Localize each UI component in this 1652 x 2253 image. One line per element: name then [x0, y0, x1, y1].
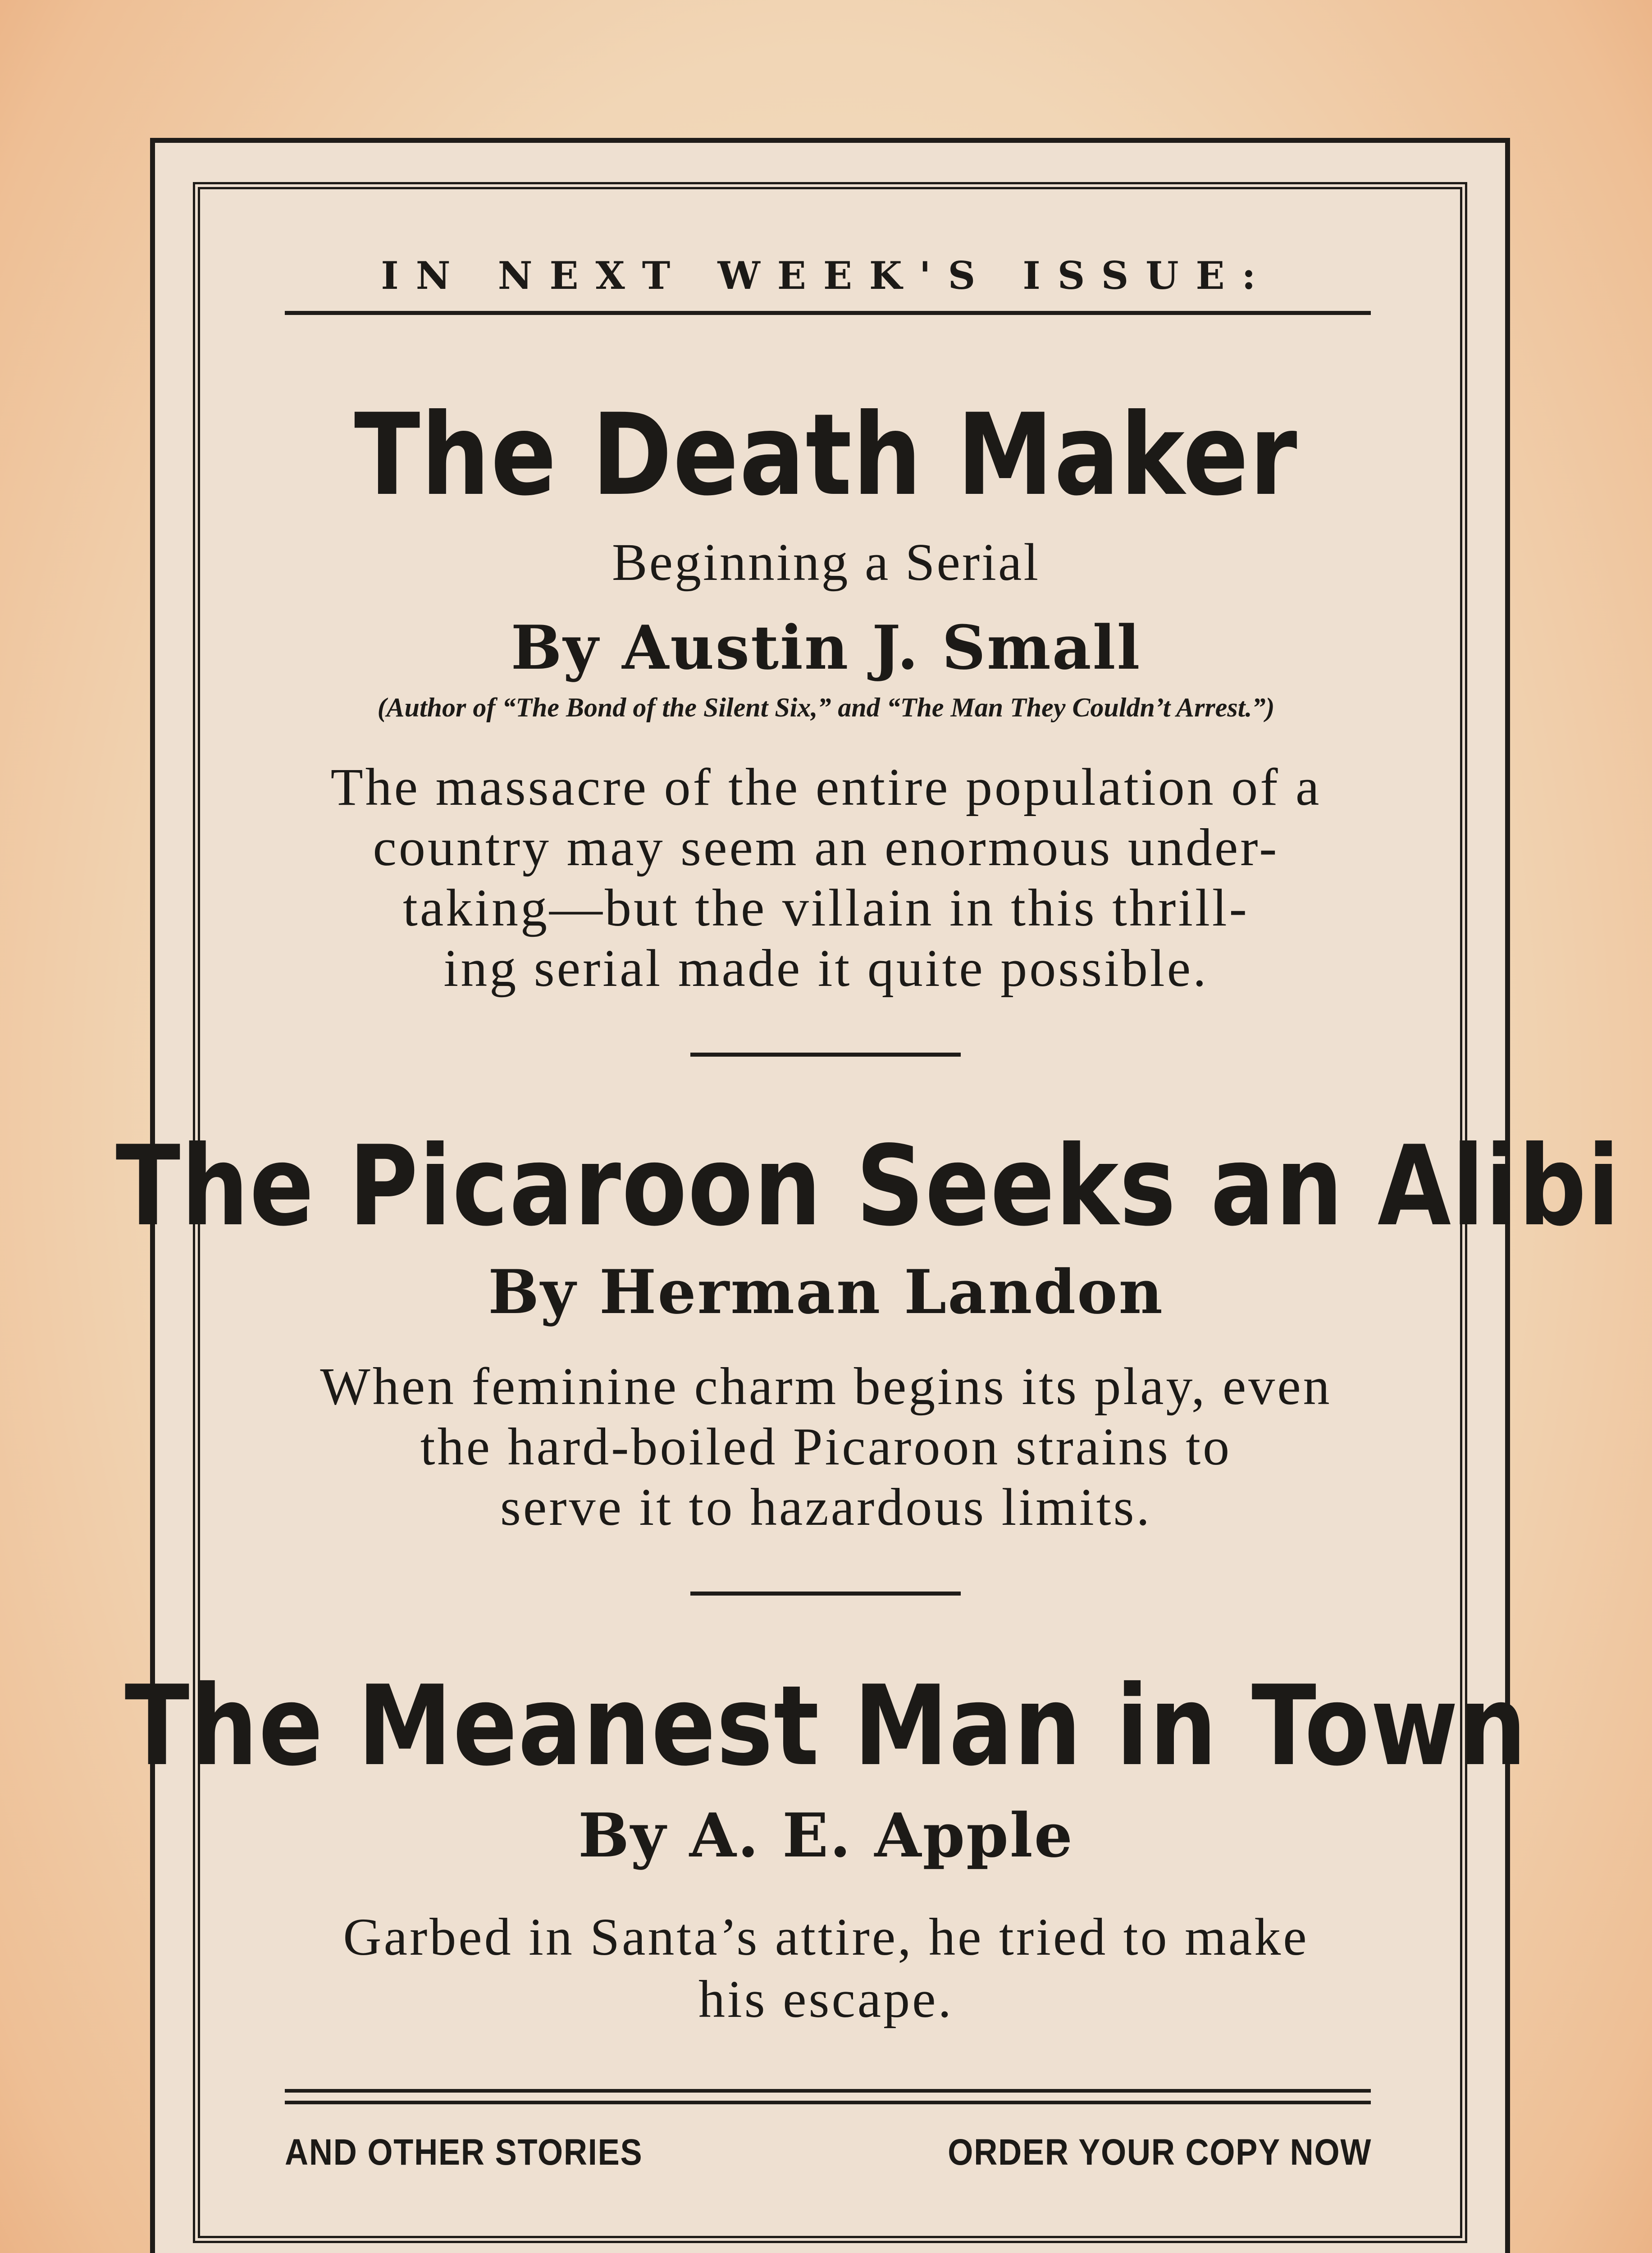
story-blurb-line: The massacre of the entire population of a — [330, 757, 1322, 816]
story-blurb-line: serve it to hazardous limits. — [500, 1478, 1152, 1537]
story-byline: By Herman Landon — [488, 1256, 1164, 1327]
section-divider — [690, 1053, 961, 1057]
story-blurb-line: his escape. — [698, 1970, 954, 2029]
story-title: The Picaroon Seeks an Alibi — [115, 1122, 1621, 1250]
footer-rule-top — [285, 2089, 1371, 2093]
story-byline: By Austin J. Small — [511, 612, 1141, 683]
story-blurb-line: ing serial made it quite possible. — [443, 939, 1209, 998]
story-byline: By A. E. Apple — [578, 1800, 1074, 1871]
footer-left-text: AND OTHER STORIES — [285, 2132, 643, 2173]
story-title: The Meanest Man in Town — [124, 1662, 1528, 1790]
header-rule — [285, 311, 1371, 315]
story-credits: (Author of “The Bond of the Silent Six,” and “The Man They Couldn’t Arrest.”) — [377, 693, 1275, 722]
issue-header: IN NEXT WEEK'S ISSUE: — [381, 253, 1273, 298]
story-blurb-line: When feminine charm begins its play, even — [320, 1357, 1332, 1416]
section-divider — [690, 1592, 961, 1596]
story-blurb-line: country may seem an enormous under- — [373, 818, 1279, 877]
footer-rule-bottom — [285, 2101, 1371, 2104]
story-subtitle: Beginning a Serial — [612, 533, 1040, 592]
story-blurb-line: Garbed in Santa’s attire, he tried to make — [343, 1907, 1309, 1966]
footer-right-text: ORDER YOUR COPY NOW — [948, 2132, 1372, 2173]
story-blurb-line: the hard-boiled Picaroon strains to — [420, 1417, 1232, 1476]
story-blurb-line: taking—but the villain in this thrill- — [403, 878, 1249, 937]
story-title: The Death Maker — [354, 389, 1298, 520]
